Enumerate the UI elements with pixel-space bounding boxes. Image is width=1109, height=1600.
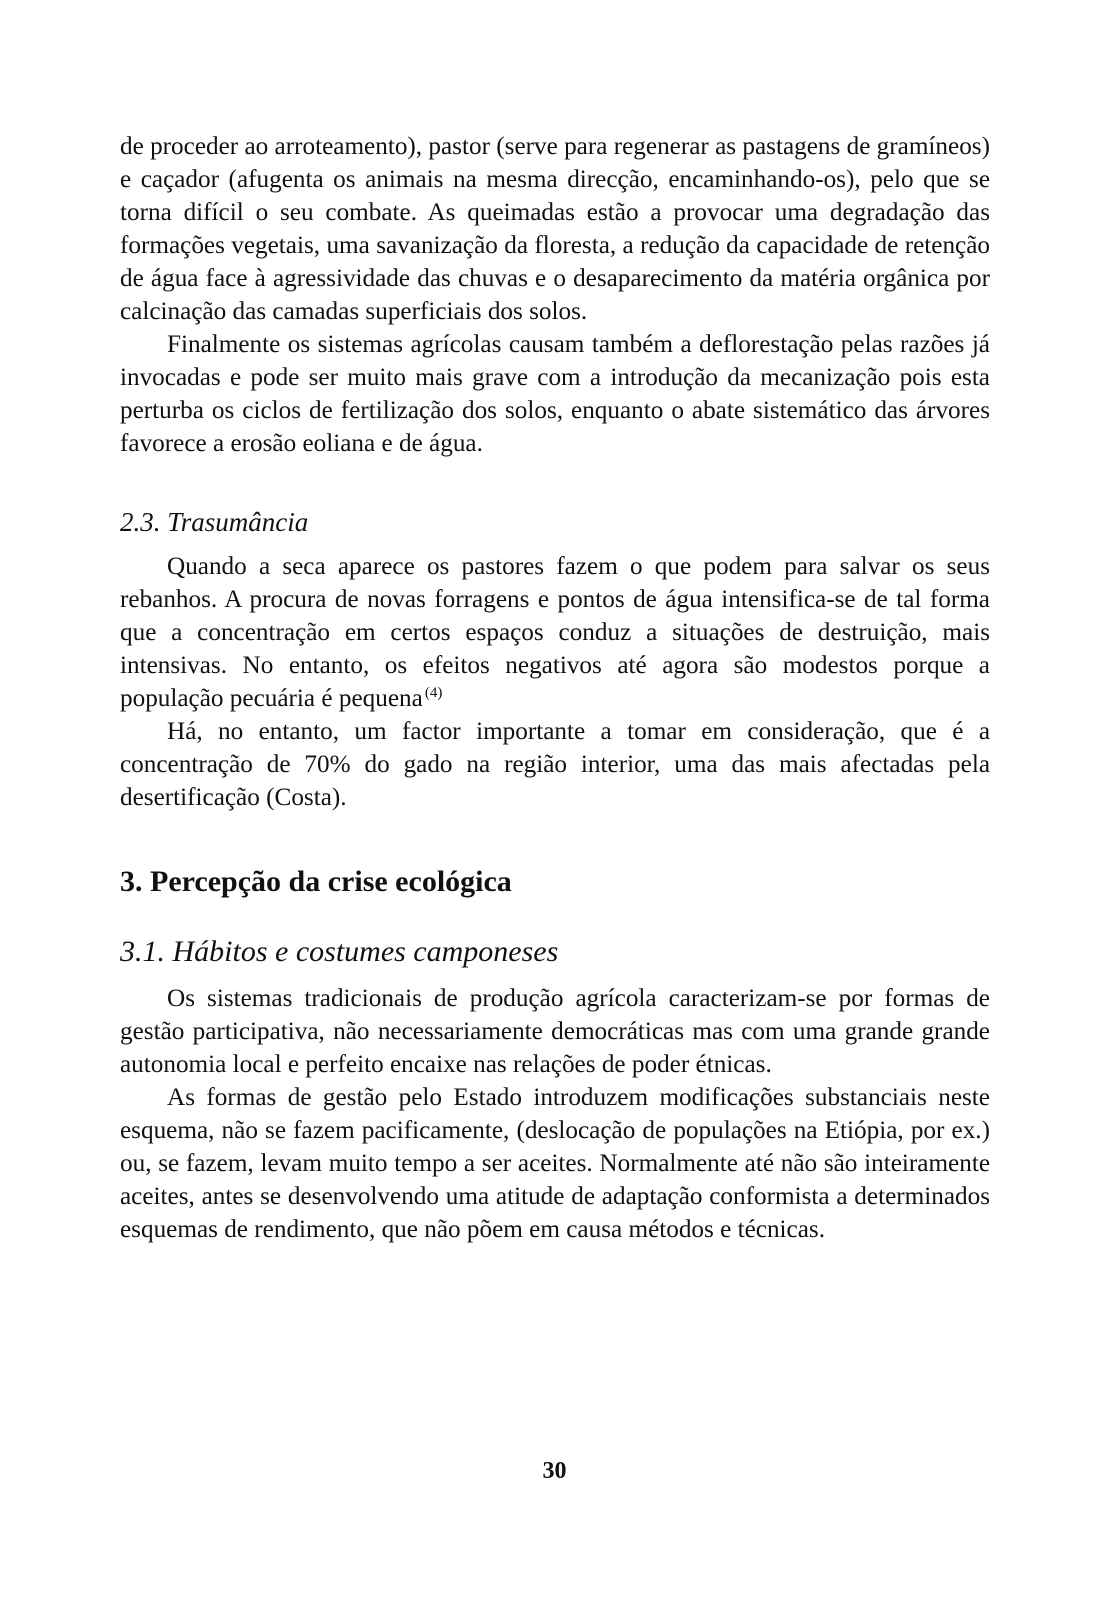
paragraph: Finalmente os sistemas agrícolas causam também a deflorestação pelas razões já invocadas e pode ser muito mais grave com a introdução da mecanização pois esta perturba os ciclos de fertilização dos solos, enquanto o abate sistemático das árvores favorece a erosão eoliana e de água. — [120, 331, 990, 457]
paragraph — [120, 550, 990, 715]
page-body — [120, 130, 990, 1246]
paragraph-text: Quando a seca aparece os pastores fazem o que podem para salvar os seus rebanhos. A procura de novas forragens e pontos de água intensifica-se de tal forma que a concentração em certos espaços conduz a situações de destruição, mais intensivas. No entanto, os efeitos negativos até agora são modestos porque a população pecuária é pequena — [120, 553, 990, 712]
section-heading-3: 3. Percepção da crise ecológica — [120, 865, 512, 898]
section-heading-3-1: 3.1. Hábitos e costumes camponeses — [120, 935, 559, 968]
footnote-reference: (4) — [424, 685, 443, 701]
paragraph: Há, no entanto, um factor importante a tomar em consideração, que é a concentração de 70% do gado na região interior, uma das mais afectadas pela desertificação (Costa). — [120, 718, 990, 811]
paragraph: As formas de gestão pelo Estado introduzem modificações substanciais neste esquema, não se fazem pacificamente, (deslocação de populações na Etiópia, por ex.) ou, se fazem, levam muito tempo a ser aceites. Normalmente até não são inteiramente aceites, antes se desenvolvendo uma atitude de adaptação conformista a determinados esquemas de rendimento, que não põem em causa métodos e técnicas. — [120, 1084, 990, 1243]
paragraph: de proceder ao arroteamento), pastor (serve para regenerar as pastagens de gramíneos) e caçador (afugenta os animais na mesma direcção, encaminhando-os), pelo que se torna difícil o seu combate. As queimadas estão a provocar uma degradação das formações vegetais, uma savanização da floresta, a redução da capacidade de retenção de água face à agressividade das chuvas e o desaparecimento da matéria orgânica por calcinação das camadas superficiais dos solos. — [120, 133, 990, 325]
paragraph: Os sistemas tradicionais de produção agrícola caracterizam-se por formas de gestão participativa, não necessariamente democráticas mas com uma grande grande autonomia local e perfeito encaixe nas relações de poder étnicas. — [120, 985, 990, 1078]
section-heading-2-3: 2.3. Trasumância — [120, 507, 309, 537]
page-number: 30 — [542, 1458, 567, 1484]
